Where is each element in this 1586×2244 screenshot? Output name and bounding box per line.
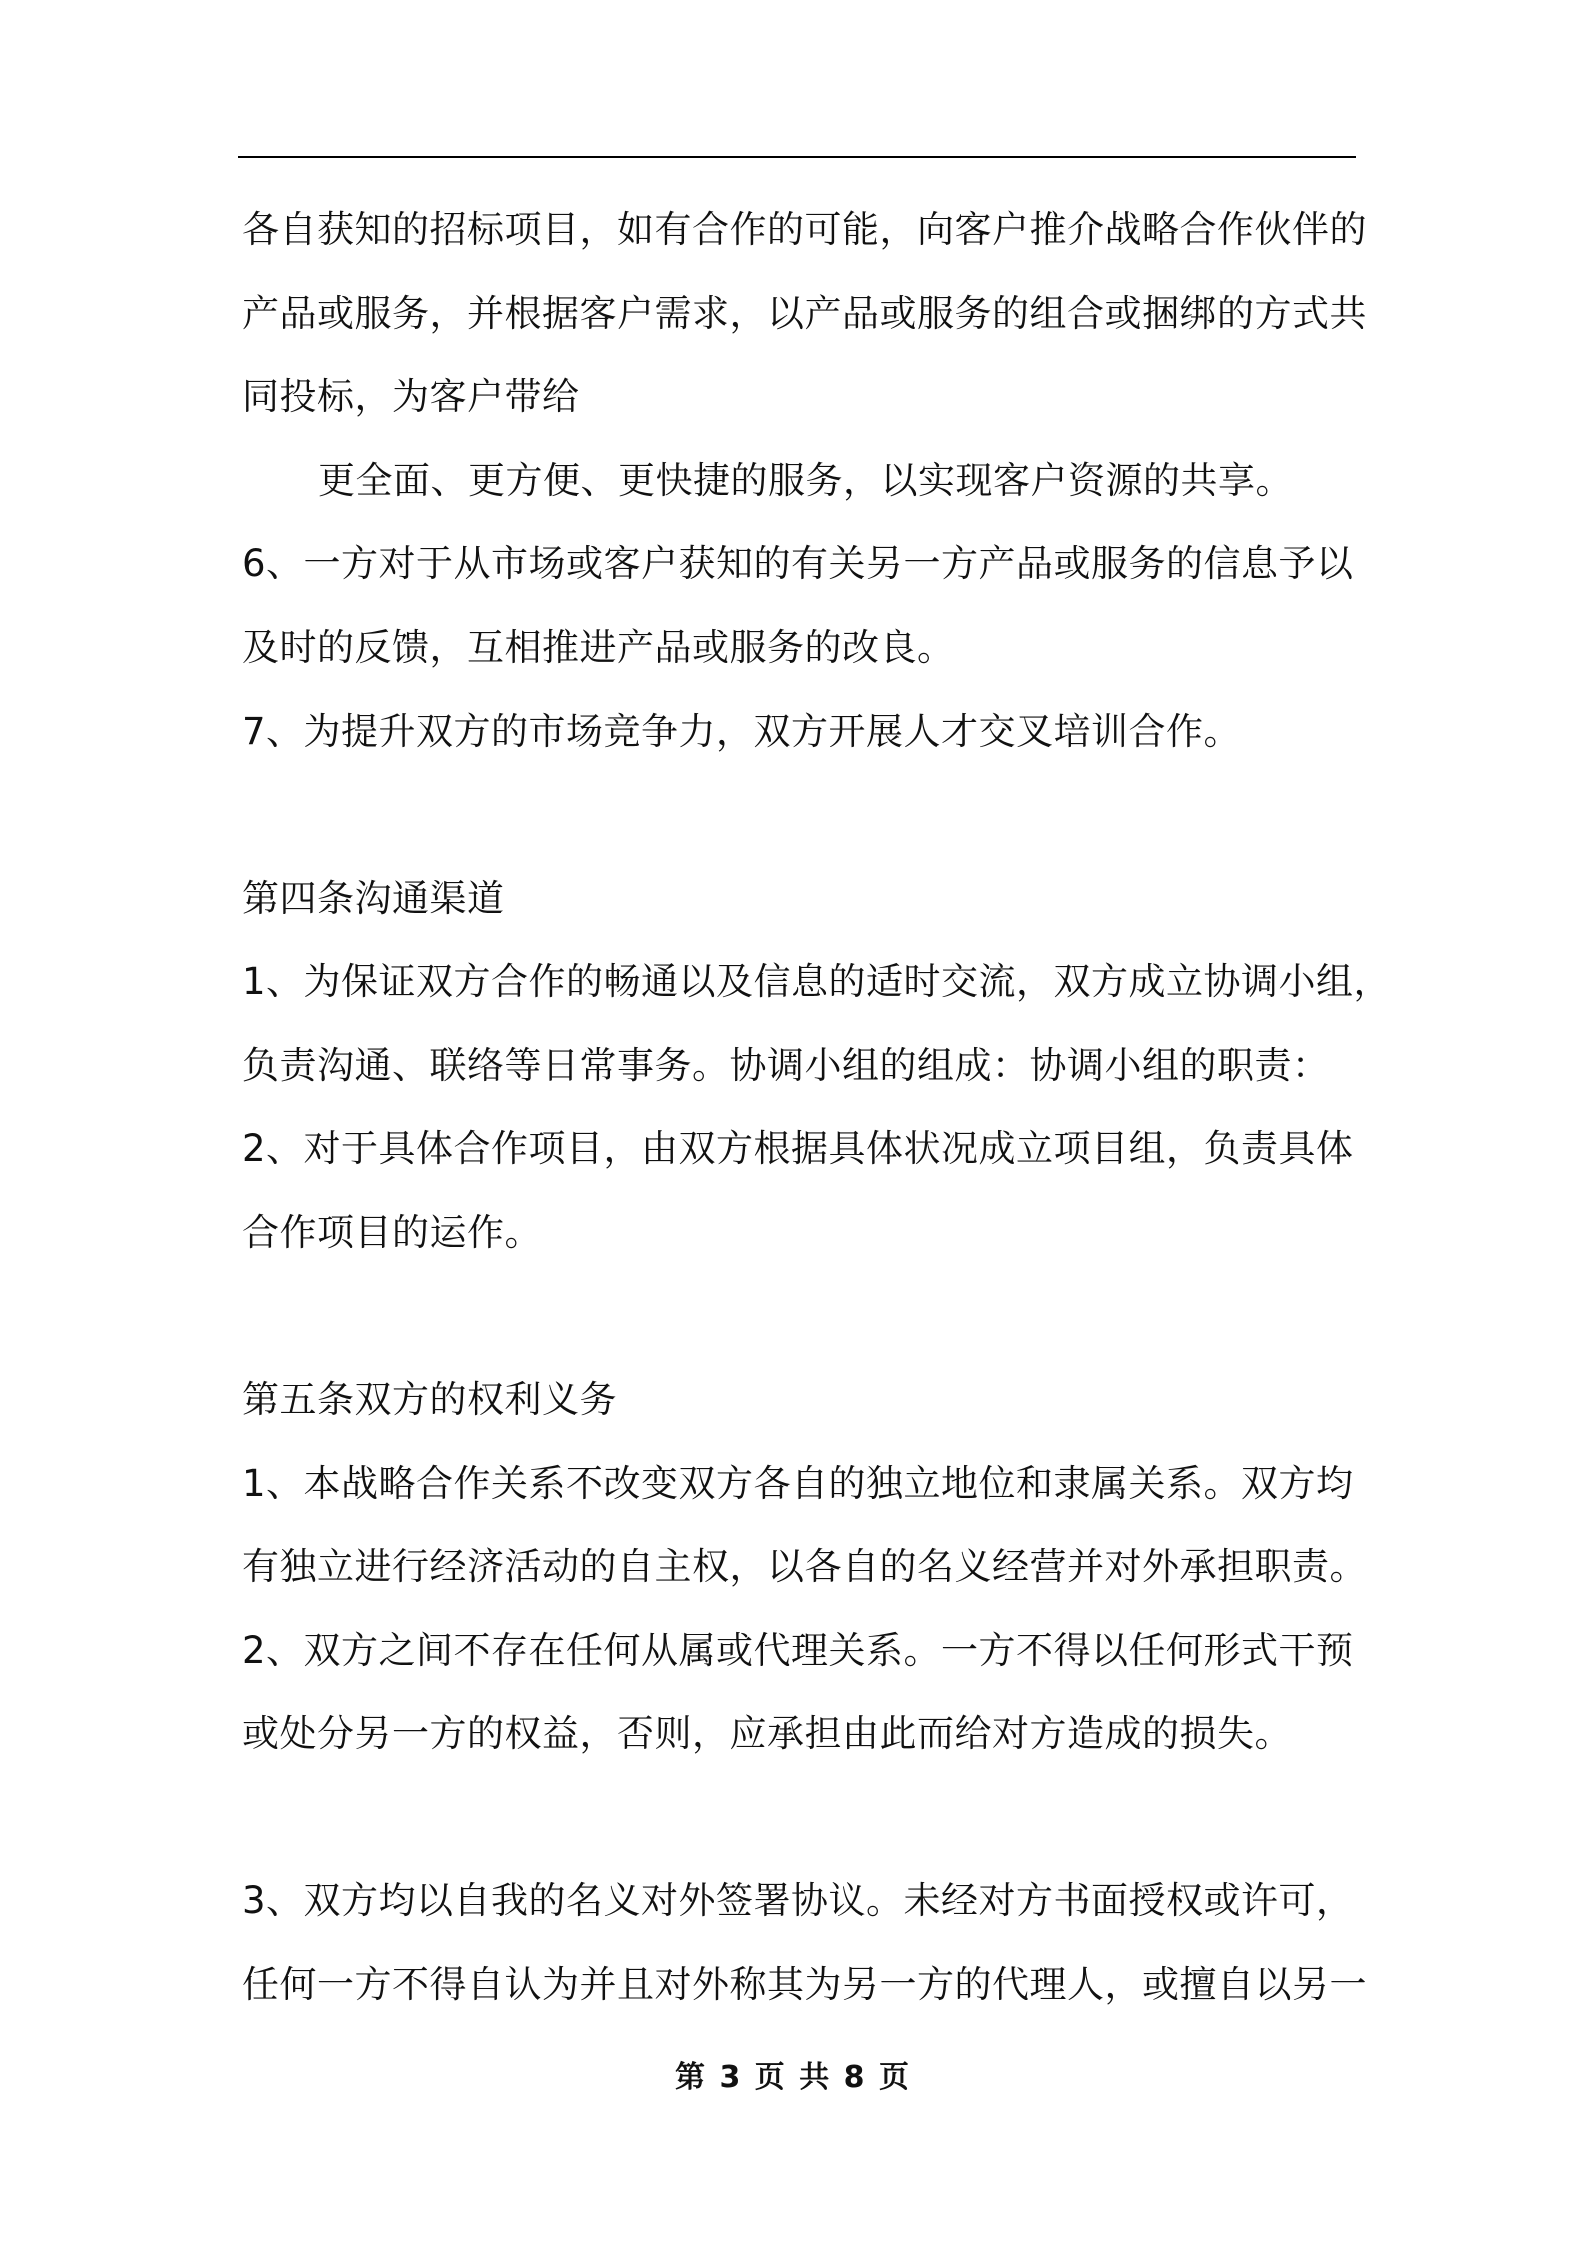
text-line: 6、一方对于从市场或客户获知的有关另一方产品或服务的信息予以 <box>242 542 1354 585</box>
page-number: 第 3 页 共 8 页 <box>675 2060 911 2095</box>
text-line: 负责沟通、联络等日常事务。协调小组的组成：协调小组的职责： <box>242 1044 1330 1087</box>
text-line: 更全面、更方便、更快捷的服务，以实现客户资源的共享。 <box>318 459 1293 502</box>
header-rule <box>238 156 1356 158</box>
text-line: 1、为保证双方合作的畅通以及信息的适时交流，双方成立协调小组， <box>242 960 1392 1003</box>
text-line: 或处分另一方的权益，否则，应承担由此而给对方造成的损失。 <box>242 1712 1292 1755</box>
text-line: 合作项目的运作。 <box>242 1211 542 1254</box>
text-line: 3、双方均以自我的名义对外签署协议。未经对方书面授权或许可， <box>242 1879 1354 1922</box>
text-line: 各自获知的招标项目，如有合作的可能，向客户推介战略合作伙伴的 <box>242 208 1367 251</box>
text-line: 2、对于具体合作项目，由双方根据具体状况成立项目组，负责具体 <box>242 1127 1354 1170</box>
text-line: 7、为提升双方的市场竞争力，双方开展人才交叉培训合作。 <box>242 710 1242 753</box>
text-line: 有独立进行经济活动的自主权，以各自的名义经营并对外承担职责。 <box>242 1545 1367 1588</box>
text-line: 任何一方不得自认为并且对外称其为另一方的代理人，或擅自以另一 <box>242 1963 1367 2006</box>
text-line: 同投标，为客户带给 <box>242 375 580 418</box>
section-heading: 第五条双方的权利义务 <box>242 1378 617 1421</box>
text-line: 2、双方之间不存在任何从属或代理关系。一方不得以任何形式干预 <box>242 1629 1354 1672</box>
section-heading: 第四条沟通渠道 <box>242 877 505 920</box>
text-line: 1、本战略合作关系不改变双方各自的独立地位和隶属关系。双方均 <box>242 1462 1354 1505</box>
text-line: 产品或服务，并根据客户需求，以产品或服务的组合或捆绑的方式共 <box>242 292 1367 335</box>
text-line: 及时的反馈，互相推进产品或服务的改良。 <box>242 626 955 669</box>
